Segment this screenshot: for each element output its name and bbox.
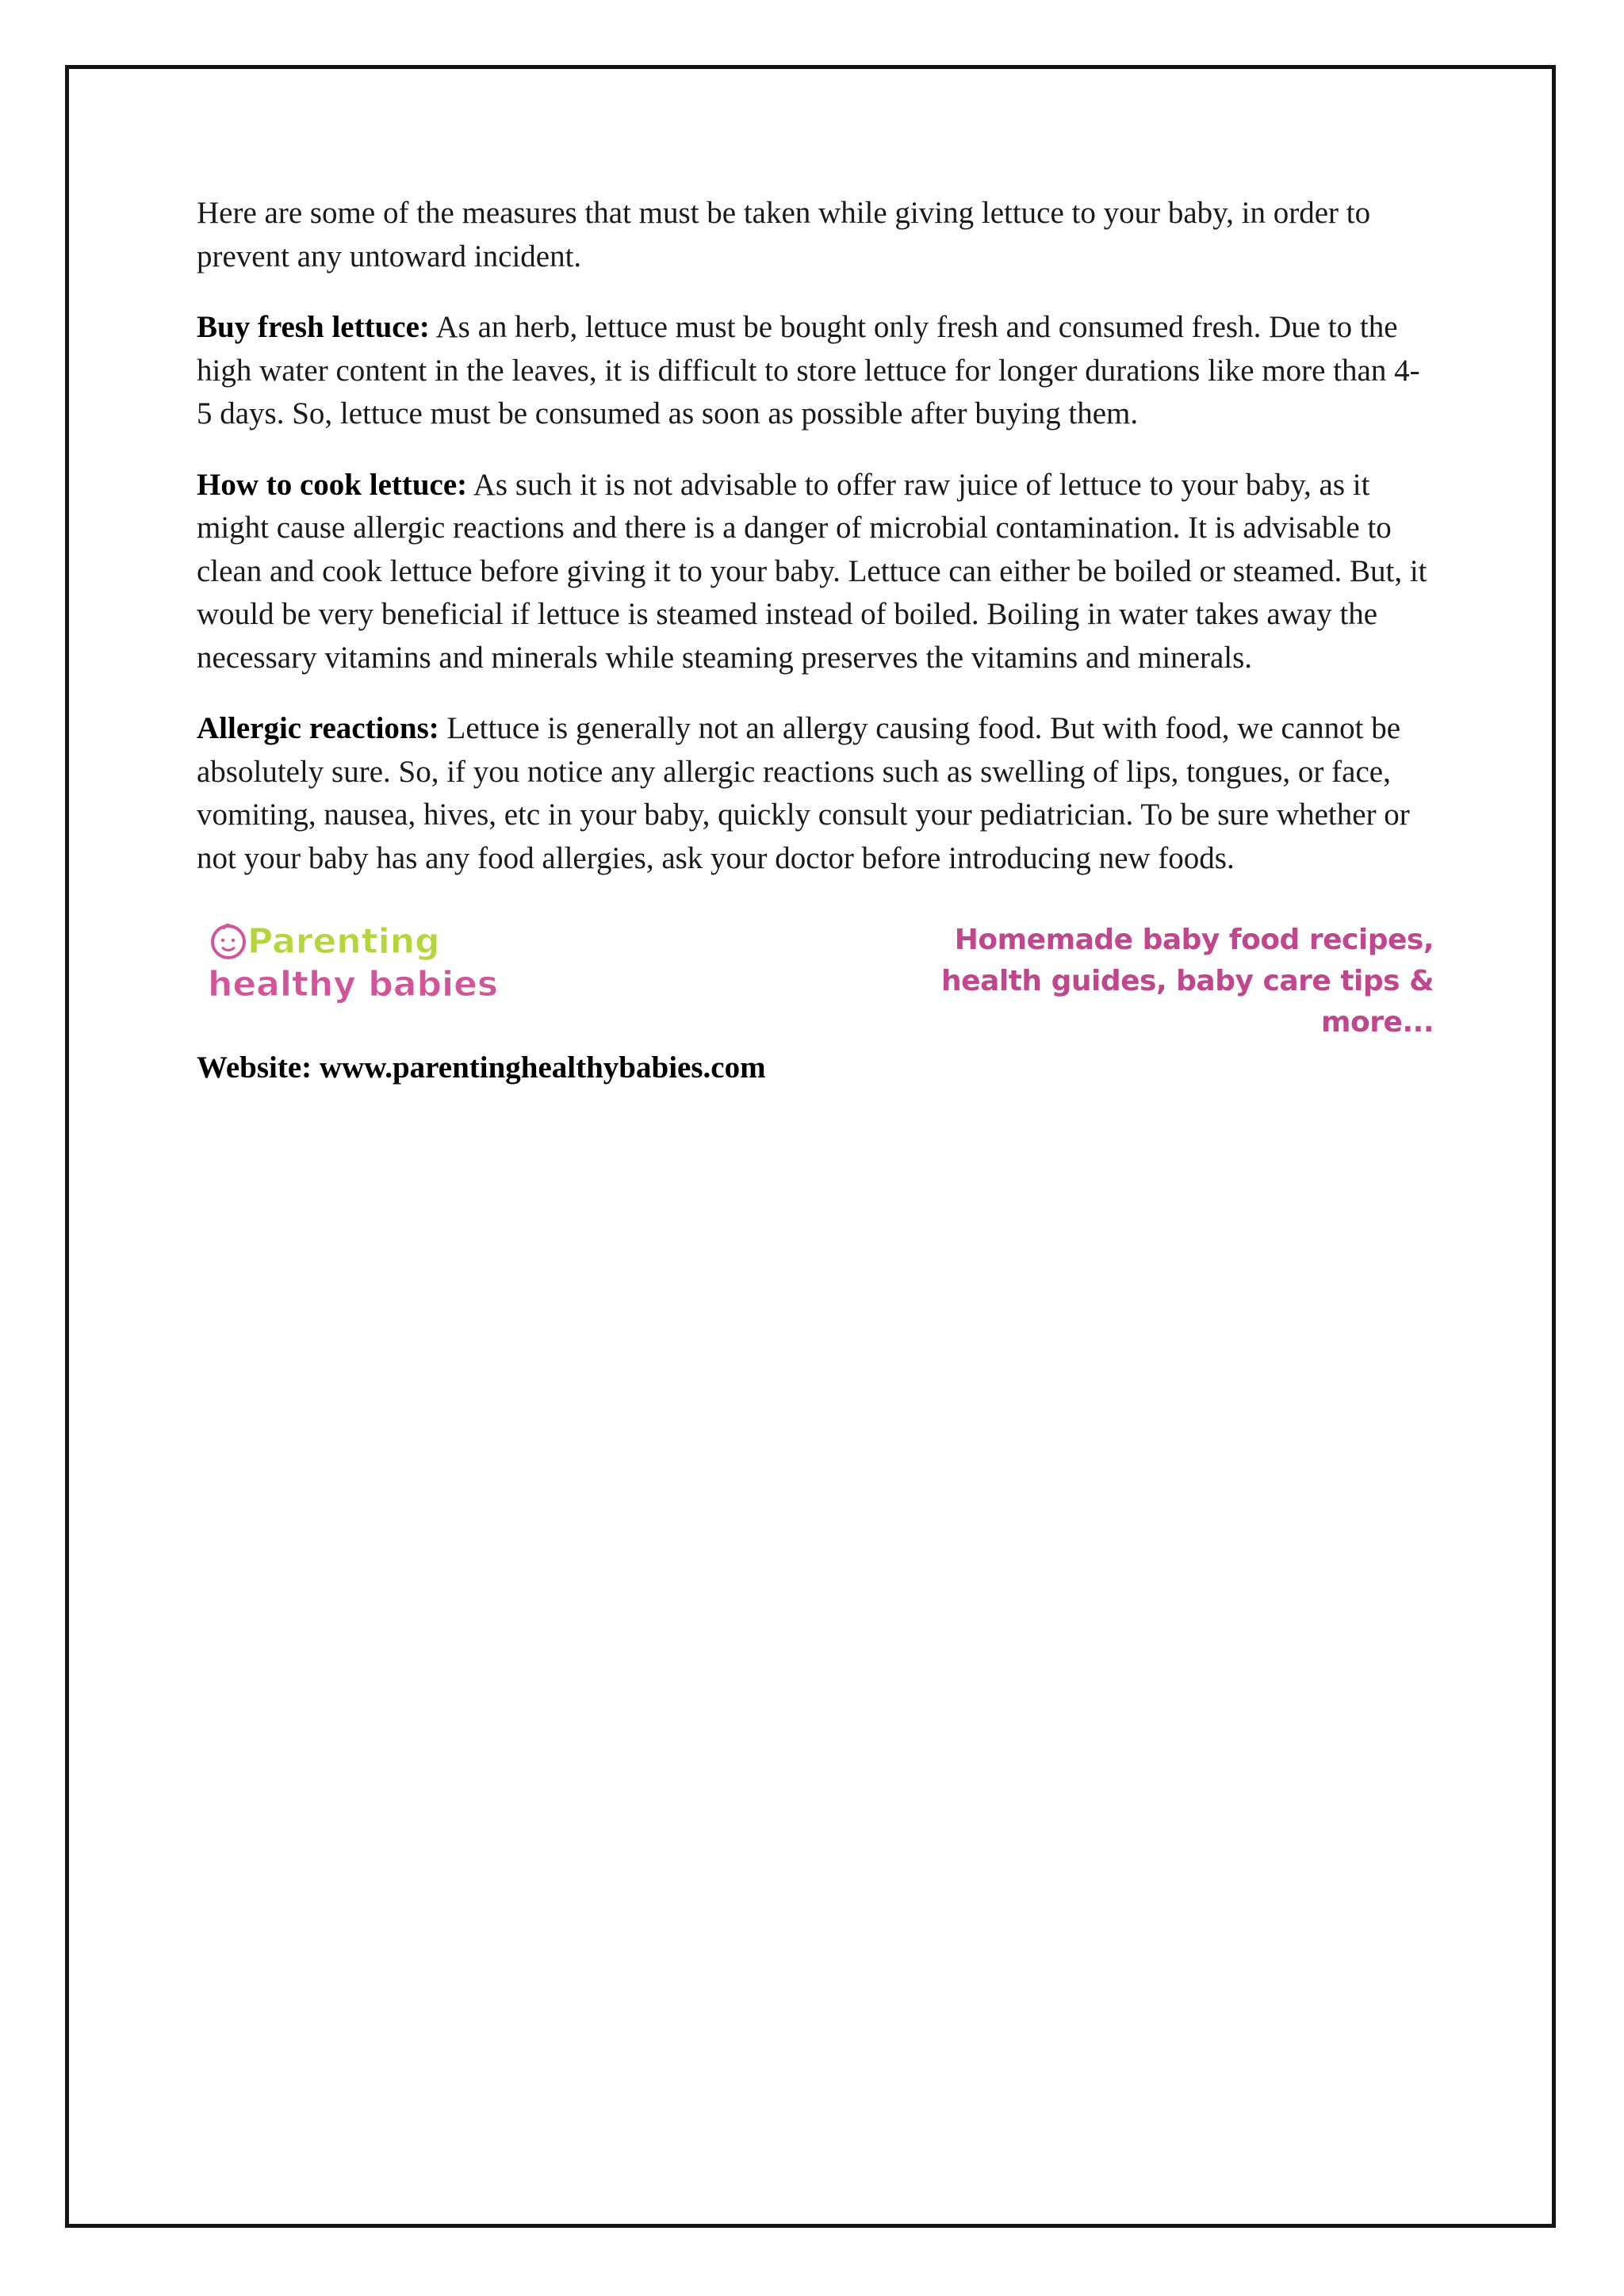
logo-text-parenting: Parenting [247,921,440,962]
section-buy-fresh-lettuce [197,306,1434,436]
section-text: As such it is not advisable to offer raw juice of lettuce to your baby, as it might cause allergic reactions and there is a danger of microbial contamination. It is advisable to clean and cook lettuce before giving it to your baby. Lettuce can either be boiled or steamed. But, it would be very beneficial if lettuce is steamed instead of boiled. Boiling in water takes away the necessary vitamins and minerals while steaming preserves the vitamins and minerals. [197,467,1427,675]
section-how-to-cook-lettuce [197,464,1434,680]
section-heading: How to cook lettuce: [197,467,468,502]
logo-text-healthy-babies: healthy babies [208,964,499,1004]
document-body [197,192,1434,1085]
section-heading: Buy fresh lettuce: [197,310,430,344]
brand-banner [197,912,1434,1039]
parenting-healthy-babies-logo [206,912,499,1013]
tagline-line-1: Homemade baby food recipes, [954,924,1434,956]
website-link[interactable]: Website: www.parentinghealthybabies.com [197,1050,766,1085]
section-text: As an herb, lettuce must be bought only fresh and consumed fresh. Due to the high water content in the leaves, it is difficult to store lettuce for longer durations like more than 4-5 days. So, lettuce must be consumed as soon as possible after buying them. [197,310,1420,430]
intro-paragraph: Here are some of the measures that must be taken while giving lettuce to your baby, in order to prevent any untoward incident. [197,196,1371,274]
section-heading: Allergic reactions: [197,711,439,745]
brand-tagline [863,920,1434,1043]
section-text: Lettuce is generally not an allergy causing food. But with food, we cannot be absolutely sure. So, if you notice any allergic reactions such as swelling of lips, tongues, or face, vomiting, nausea, hives, etc in your baby, quickly consult your pediatrician. To be sure whether or not your baby has any food allergies, ask your doctor before introducing new foods. [197,711,1410,875]
baby-face-icon [213,924,244,958]
tagline-line-2: health guides, baby care tips & more... [941,965,1434,1039]
section-allergic-reactions [197,707,1434,880]
